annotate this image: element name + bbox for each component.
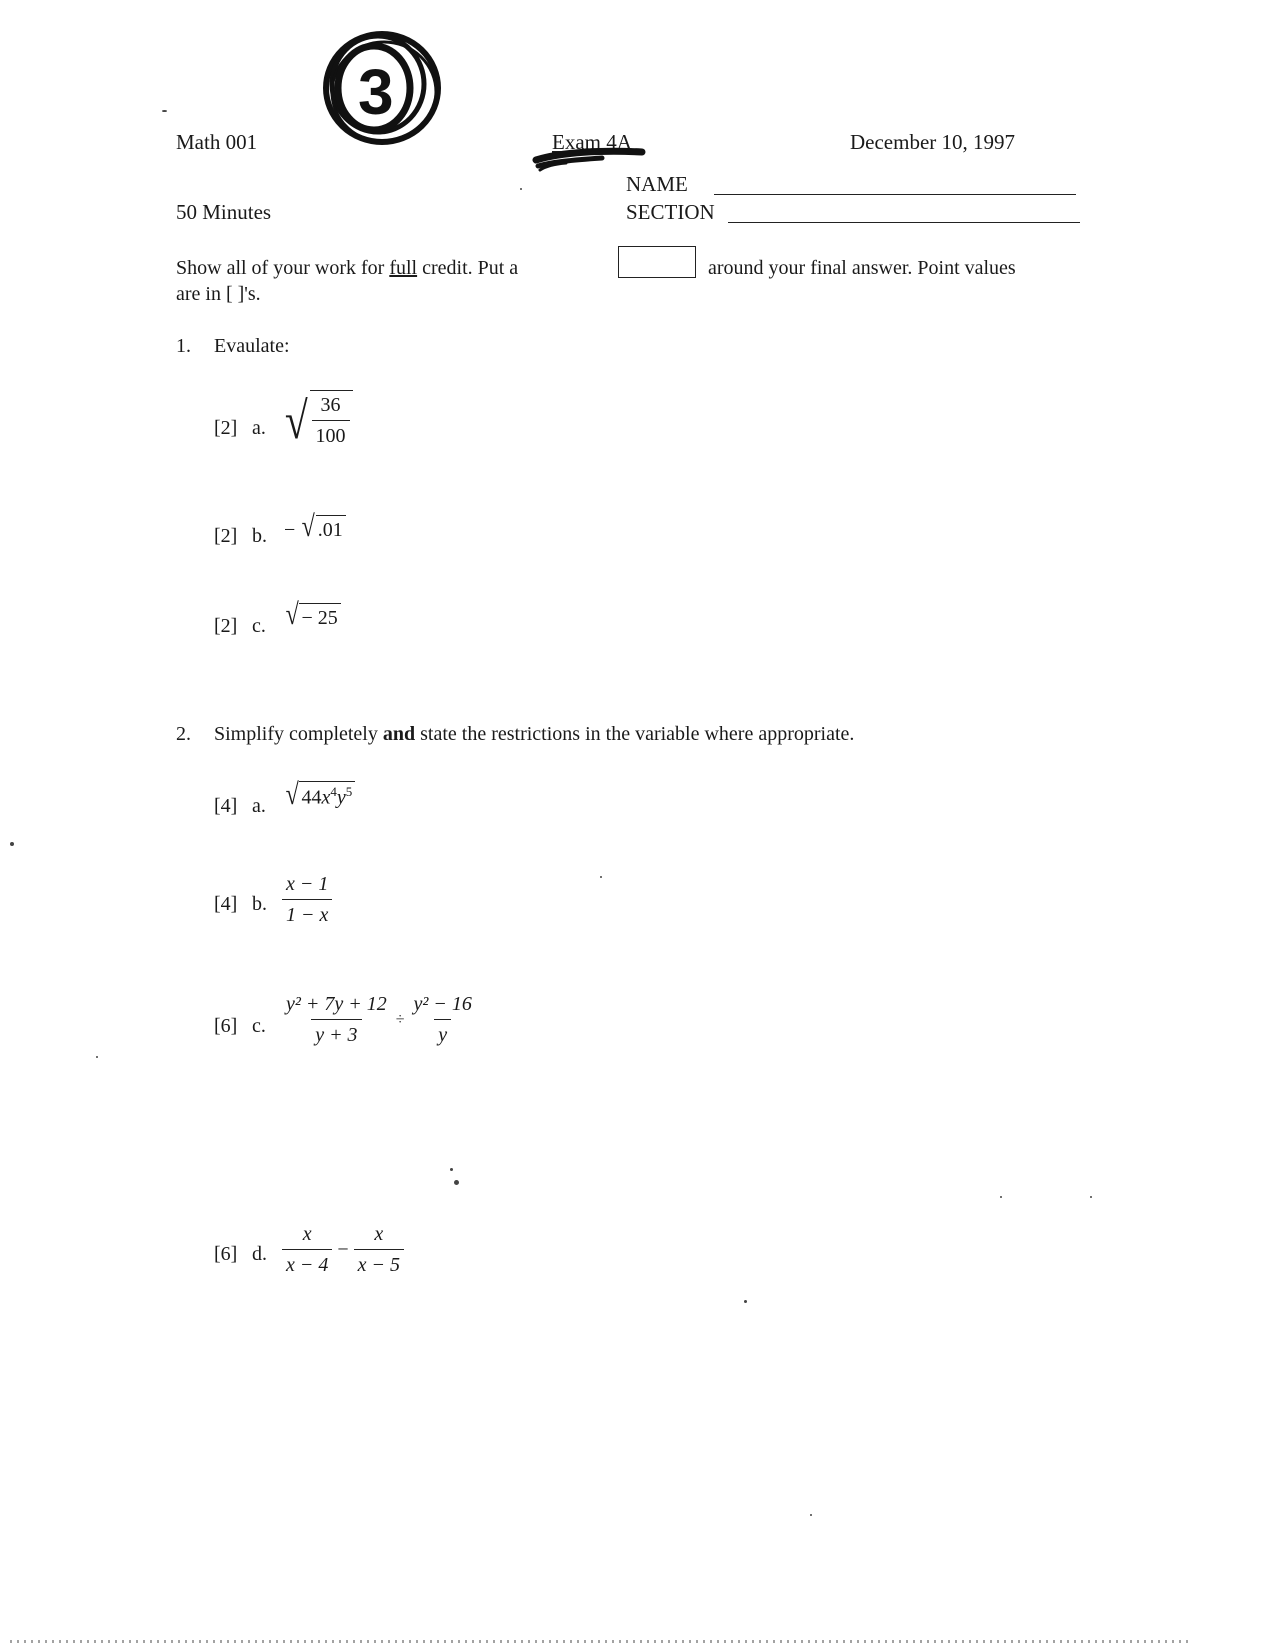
q1c-letter: c. <box>252 615 266 637</box>
q2b-expression <box>282 872 332 927</box>
scan-speck <box>810 1514 812 1516</box>
handwritten-score-circle <box>318 22 448 152</box>
section-field-line[interactable] <box>728 222 1080 223</box>
q2c-denominator-1: y + 3 <box>311 1019 361 1047</box>
course-title: Math 001 <box>176 130 258 154</box>
instructions-underlined-word: full <box>389 257 418 279</box>
scan-speck <box>10 842 14 846</box>
q2a-points: [4] <box>214 795 238 817</box>
q2a-expression: √ $44x^4y^5$ <box>284 780 355 810</box>
q2c-division-sign: ÷ <box>395 1010 405 1028</box>
q1b-points: [2] <box>214 525 238 547</box>
name-label: NAME <box>626 172 688 196</box>
scan-speck <box>162 110 167 112</box>
q1b-letter: b. <box>252 525 267 547</box>
answer-box-example <box>618 246 696 278</box>
q2c-expression <box>282 992 476 1047</box>
q2b-points: [4] <box>214 893 238 915</box>
scan-speck <box>96 1056 98 1058</box>
q2d-letter: d. <box>252 1243 267 1265</box>
q1a-letter: a. <box>252 417 266 439</box>
scan-speck <box>744 1300 747 1303</box>
q1a-expression: √ $\frac{36}{100}$ <box>282 390 353 448</box>
q2c-denominator-2: y <box>434 1019 451 1047</box>
q1b-radicand: .01 <box>316 515 346 542</box>
section-label: SECTION <box>626 200 715 224</box>
scan-speck <box>1000 1196 1002 1198</box>
q2b-letter: b. <box>252 893 267 915</box>
q2d-denominator-2: x − 5 <box>354 1249 404 1277</box>
q2d-points: [6] <box>214 1243 238 1265</box>
question-2-number: 2. <box>176 723 191 745</box>
q2d-expression <box>282 1222 404 1277</box>
q1a-numerator: 36 <box>320 394 341 416</box>
scan-speck <box>450 1168 453 1171</box>
name-field-line[interactable] <box>714 194 1076 195</box>
q2d-numerator-2: x <box>374 1223 384 1245</box>
q1b-negative-sign: − <box>284 519 296 541</box>
instructions-line-1 <box>176 256 518 280</box>
scan-speck <box>1090 1196 1092 1198</box>
q1b-expression: − √ .01 <box>284 512 346 542</box>
q2c-letter: c. <box>252 1015 266 1037</box>
q2a-coefficient: 44 <box>301 787 322 809</box>
q2b-denominator: 1 − x <box>282 899 332 927</box>
scan-edge-noise <box>10 1640 1190 1643</box>
exam-duration: 50 Minutes <box>176 200 272 224</box>
scan-speck <box>520 188 522 190</box>
q2a-var-y: y <box>336 787 346 809</box>
q1c-radicand: − 25 <box>299 603 340 630</box>
instructions-line-2: are in [ ]'s. <box>176 283 261 305</box>
q1a-denominator: 100 <box>312 420 350 448</box>
question-2-prompt <box>214 722 854 746</box>
q2a-letter: a. <box>252 795 266 817</box>
q2c-numerator-2: y² − 16 <box>413 993 472 1015</box>
q2b-numerator: x − 1 <box>286 873 329 895</box>
q2-prompt-text-2: state the restrictions in the variable where appropriate. <box>415 723 855 745</box>
q2d-numerator-1: x <box>302 1223 312 1245</box>
q2-prompt-text: Simplify completely <box>214 723 383 745</box>
q1c-expression: √ − 25 <box>284 600 341 630</box>
instructions-text: Show all of your work for <box>176 257 390 279</box>
q2d-minus-sign: − <box>337 1238 349 1261</box>
q2d-denominator-1: x − 4 <box>282 1249 332 1277</box>
question-1-prompt: Evaulate: <box>214 335 290 357</box>
q1c-points: [2] <box>214 615 238 637</box>
q2a-exp-y: 5 <box>345 784 353 800</box>
q1a-points: [2] <box>214 417 238 439</box>
instructions-line-1-end: around your final answer. Point values <box>708 257 1016 279</box>
q2a-var-x: x <box>321 787 331 809</box>
scan-speck <box>454 1180 459 1185</box>
q2c-numerator-1: y² + 7y + 12 <box>286 993 387 1015</box>
q2-prompt-bold: and <box>382 723 416 745</box>
svg-text:3: 3 <box>358 56 394 128</box>
scan-speck <box>600 876 602 878</box>
exam-date: December 10, 1997 <box>850 130 1016 154</box>
q2c-points: [6] <box>214 1015 238 1037</box>
exam-title: Exam 4A <box>552 130 632 154</box>
instructions-text-2: credit. Put a <box>417 257 519 279</box>
q2a-exp-x: 4 <box>330 784 337 800</box>
question-1-number: 1. <box>176 335 191 357</box>
